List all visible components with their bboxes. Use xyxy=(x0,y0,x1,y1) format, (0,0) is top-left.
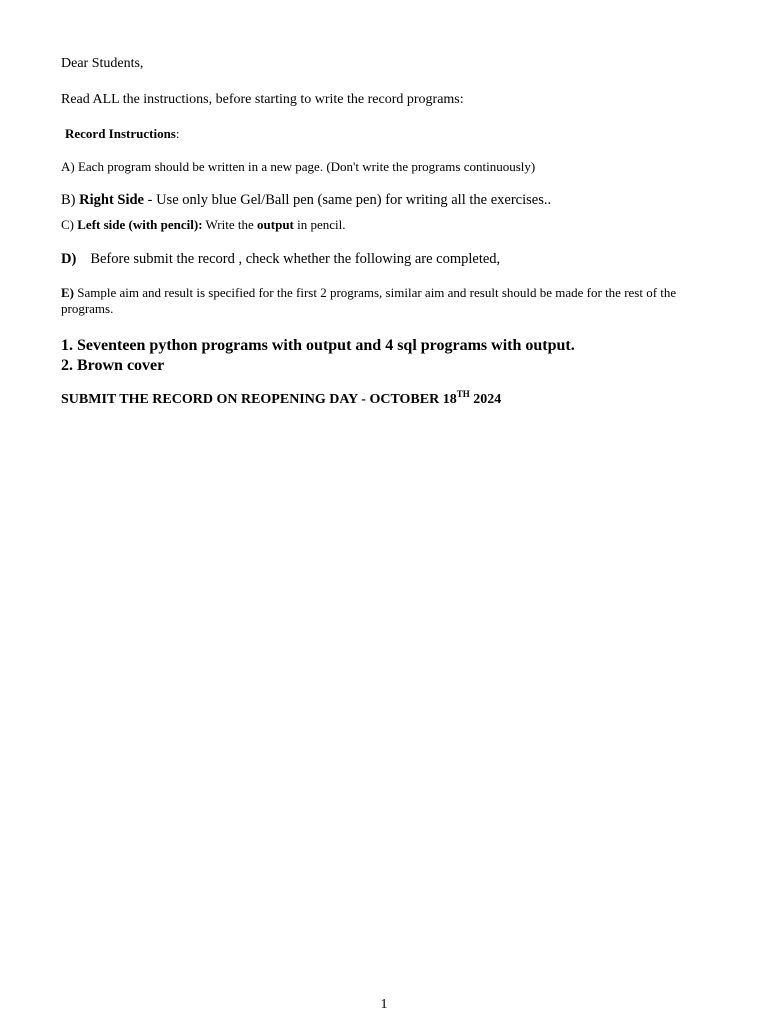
instruction-c-prefix: C) xyxy=(61,217,74,232)
submit-text: SUBMIT THE RECORD ON REOPENING DAY - OCTOBER 18 xyxy=(61,392,457,407)
submit-year: 2024 xyxy=(469,392,502,407)
instruction-a: A) Each program should be written in a new page. (Don't write the programs continuously) xyxy=(61,159,536,174)
submit-notice xyxy=(61,389,728,408)
submit-superscript: TH xyxy=(456,389,470,399)
instruction-c xyxy=(61,217,728,233)
heading-colon: : xyxy=(175,126,180,141)
instruction-d-prefix: D) xyxy=(61,251,77,267)
instruction-b-prefix: B) xyxy=(61,192,76,208)
instruction-b-text: - Use only blue Gel/Ball pen (same pen) for writing all the exercises.. xyxy=(144,192,552,208)
checklist-item-2: 2. Brown cover xyxy=(61,357,165,374)
instruction-c-bold-output: output xyxy=(257,217,294,232)
instruction-e xyxy=(61,285,728,317)
heading-label: Record Instructions xyxy=(65,126,176,141)
checklist-item-1: 1. Seventeen python programs with output and 4 sql programs with output. xyxy=(61,337,575,354)
record-instructions-heading xyxy=(65,126,728,142)
salutation: Dear Students, xyxy=(61,56,144,71)
instruction-b-bold: Right Side xyxy=(79,192,144,208)
instruction-d-text: Before submit the record , check whether the following are completed, xyxy=(90,251,501,267)
instruction-c-text: in pencil. xyxy=(293,217,346,232)
page-number: 1 xyxy=(380,997,388,1012)
instruction-e-text: Sample aim and result is specified for the first 2 programs, similar aim and result should be made for the rest of the programs. xyxy=(61,285,677,316)
instruction-c-bold: Left side (with pencil): xyxy=(77,217,203,232)
instruction-c-mid: Write the xyxy=(202,217,258,232)
instruction-d xyxy=(61,251,728,267)
intro-text: Read ALL the instructions, before starting to write the record programs: xyxy=(61,92,464,107)
instruction-e-prefix: E) xyxy=(61,285,74,300)
instruction-b xyxy=(61,192,728,208)
